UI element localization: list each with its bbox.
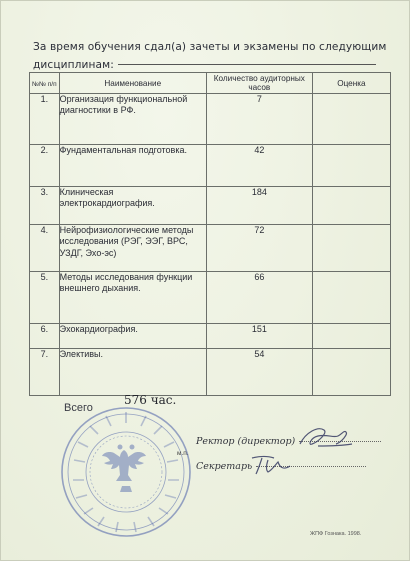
column-header-grade: Оценка (312, 73, 390, 94)
rector-signature-icon (296, 424, 356, 452)
row-name: Элективы. (59, 349, 206, 396)
row-grade (312, 225, 390, 272)
row-name: Нейрофизиологические методы исследования (РЭГ, ЭЭГ, ВРС, УЗДГ, Эхо-эс) (59, 225, 206, 272)
row-grade (312, 324, 390, 349)
column-header-name: Наименование (59, 73, 206, 94)
row-hours: 184 (206, 187, 312, 225)
secretary-signature-icon (248, 452, 292, 476)
row-grade (312, 145, 390, 187)
table-row (30, 225, 391, 272)
row-hours: 54 (206, 349, 312, 396)
row-name: Эхокардиография. (59, 324, 206, 349)
table-row (30, 272, 391, 324)
table-row (30, 324, 391, 349)
row-hours: 42 (206, 145, 312, 187)
heading-line-1: За время обучения сдал(а) зачеты и экзамены по следующим (33, 41, 387, 53)
row-hours: 151 (206, 324, 312, 349)
stamp-place-label: м.п. (177, 450, 189, 457)
row-num: 3. (30, 187, 60, 225)
row-num: 1. (30, 94, 60, 145)
table-row (30, 349, 391, 396)
row-num: 4. (30, 225, 60, 272)
row-grade (312, 349, 390, 396)
row-name: Методы исследования функции внешнего дыхания. (59, 272, 206, 324)
column-header-hours: Количество аудиторных часов (206, 73, 312, 94)
table-row (30, 187, 391, 225)
heading-underline (118, 64, 376, 65)
heading-line-2: дисциплинам: (33, 59, 114, 71)
table-row (30, 145, 391, 187)
row-grade (312, 187, 390, 225)
row-grade (312, 94, 390, 145)
row-num: 5. (30, 272, 60, 324)
row-num: 7. (30, 349, 60, 396)
total-value: 576 час. (124, 393, 177, 407)
rector-label: Ректор (директор) (196, 436, 296, 447)
row-num: 2. (30, 145, 60, 187)
row-hours: 66 (206, 272, 312, 324)
official-seal (58, 402, 200, 540)
row-grade (312, 272, 390, 324)
table-header-row (30, 73, 391, 94)
table-row (30, 94, 391, 145)
row-name: Организация функциональной диагностики в РФ. (59, 94, 206, 145)
row-hours: 72 (206, 225, 312, 272)
secretary-label: Секретарь (196, 461, 253, 472)
total-label: Всего (64, 402, 93, 414)
page-heading (33, 38, 393, 74)
row-name: Клиническая электрокардиография. (59, 187, 206, 225)
printer-imprint: ЖПФ Гознака. 1998. (310, 531, 362, 537)
grades-table (29, 72, 391, 396)
row-name: Фундаментальная подготовка. (59, 145, 206, 187)
column-header-num: №№ п/п (30, 73, 60, 94)
double-headed-eagle-icon (102, 445, 146, 493)
row-hours: 7 (206, 94, 312, 145)
row-num: 6. (30, 324, 60, 349)
